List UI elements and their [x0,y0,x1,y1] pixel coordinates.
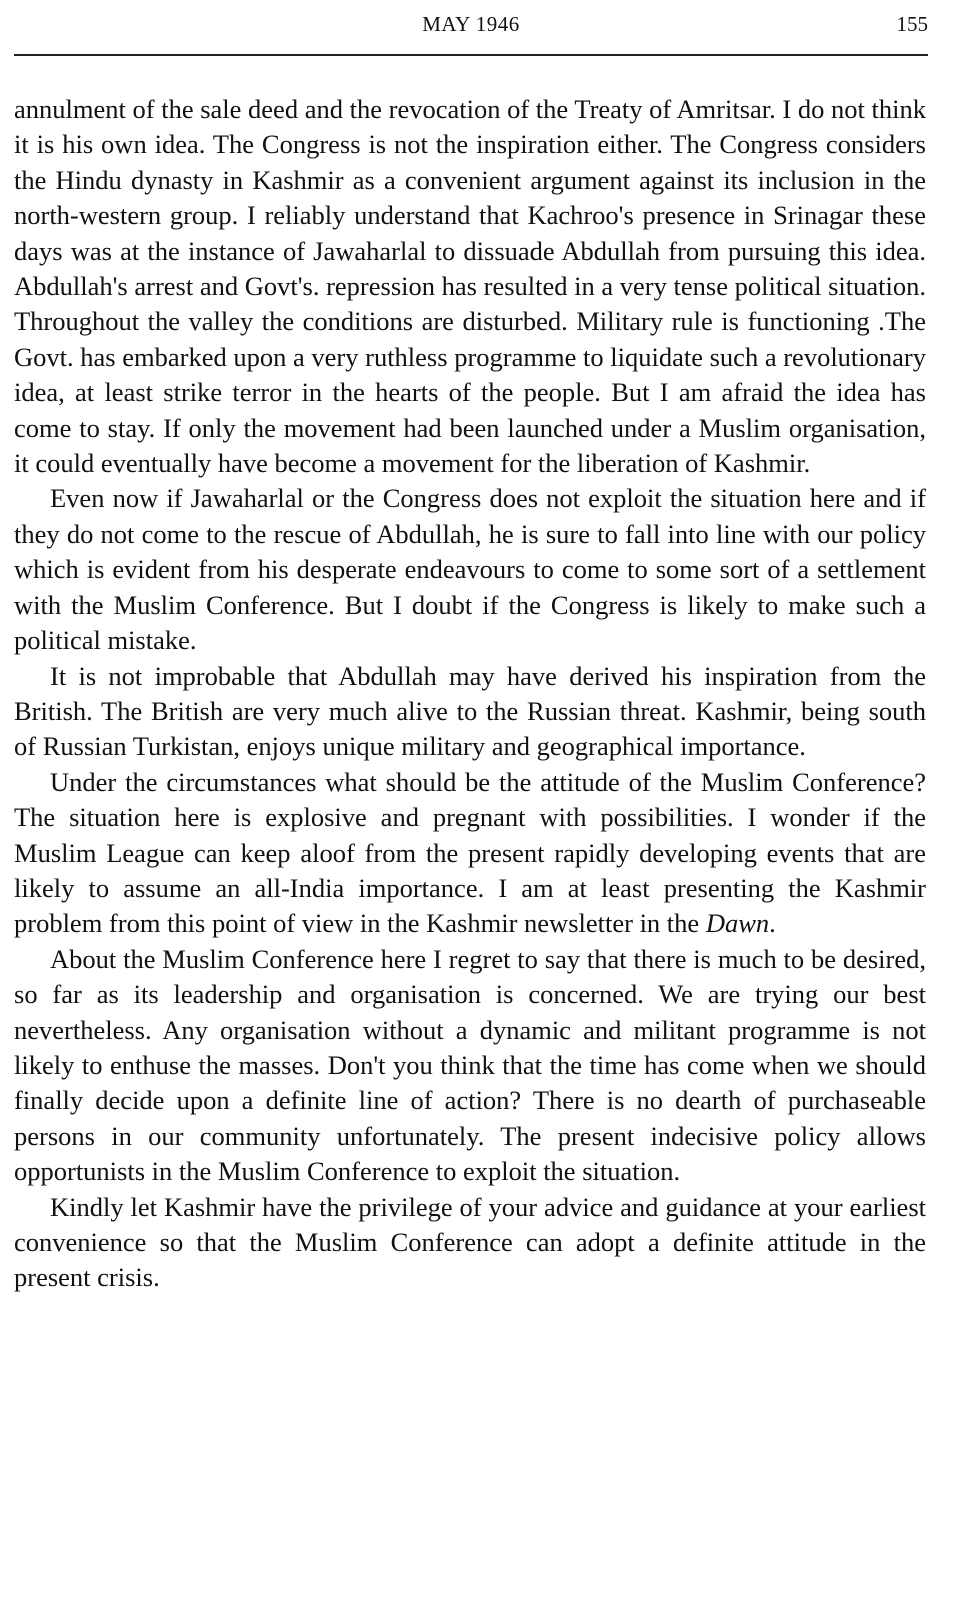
paragraph: About the Muslim Conference here I regret to say that there is much to be desired, so far as its leadership and organisation is concerned. We are trying our best nevertheless. Any organisation without a dynamic and militant programme is not likely to enthuse the masses. Don't you think that the time has come when we should finally decide upon a definite line of action? There is no dearth of purchaseable persons in our community unfortunately. The present indecisive policy allows opportunists in the Muslim Conference to exploit the situation. [14,943,926,1187]
paragraph-text: Under the circumstances what should be the attitude of the Muslim Conference? The situation here is explosive and pregnant with possibilities. I wonder if the Muslim League can keep aloof from the present rapidly developing events that are likely to assume an all-India importance. I am at least presenting the Kashmir problem from this point of view in the Kashmir newsletter in the [14,766,926,939]
page-header [14,12,928,48]
newspaper-title: Dawn [705,908,770,939]
paragraph: It is not improbable that Abdullah may have derived his inspiration from the British. The British are very much alive to the Russian threat. Kashmir, being south of Russian Turkistan, enjoys unique military and geographical importance. [14,660,926,762]
header-rule [14,54,928,56]
paragraph [14,765,926,942]
paragraph-continued: annulment of the sale deed and the revocation of the Treaty of Amritsar. I do not think it is his own idea. The Congress is not the inspiration either. The Congress considers the Hindu dynasty in Kashmir as a convenient argument against its inclusion in the north-western group. I reliably understand that Kachroo's presence in Srinagar these days was at the instance of Jawaharlal to dissuade Abdullah from pursuing this idea. Abdullah's arrest and Govt's. repression has resulted in a very tense political situation. Throughout the valley the conditions are disturbed. Military rule is functioning .The Govt. has embarked upon a very ruthless programme to liquidate such a revolutionary idea, at least strike terror in the hearts of the people. But I am afraid the idea has come to stay. If only the movement had been launched under a Muslim organisation, it could eventually have become a movement for the liberation of Kashmir. [14,94,926,479]
paragraph: Kindly let Kashmir have the privilege of your advice and guidance at your earliest convenience so that the Muslim Conference can adopt a definite attitude in the present crisis. [14,1191,926,1293]
running-title: MAY 1946 [422,12,520,36]
page-number: 155 [896,12,928,36]
body-text [14,92,926,1296]
paragraph-period: . [769,908,776,939]
paragraph: Even now if Jawaharlal or the Congress does not exploit the situation here and if they do not come to the rescue of Abdullah, he is sure to fall into line with our policy which is evident from his desperate endeavours to come to some sort of a settlement with the Muslim Conference. But I doubt if the Congress is likely to make such a political mistake. [14,483,926,656]
